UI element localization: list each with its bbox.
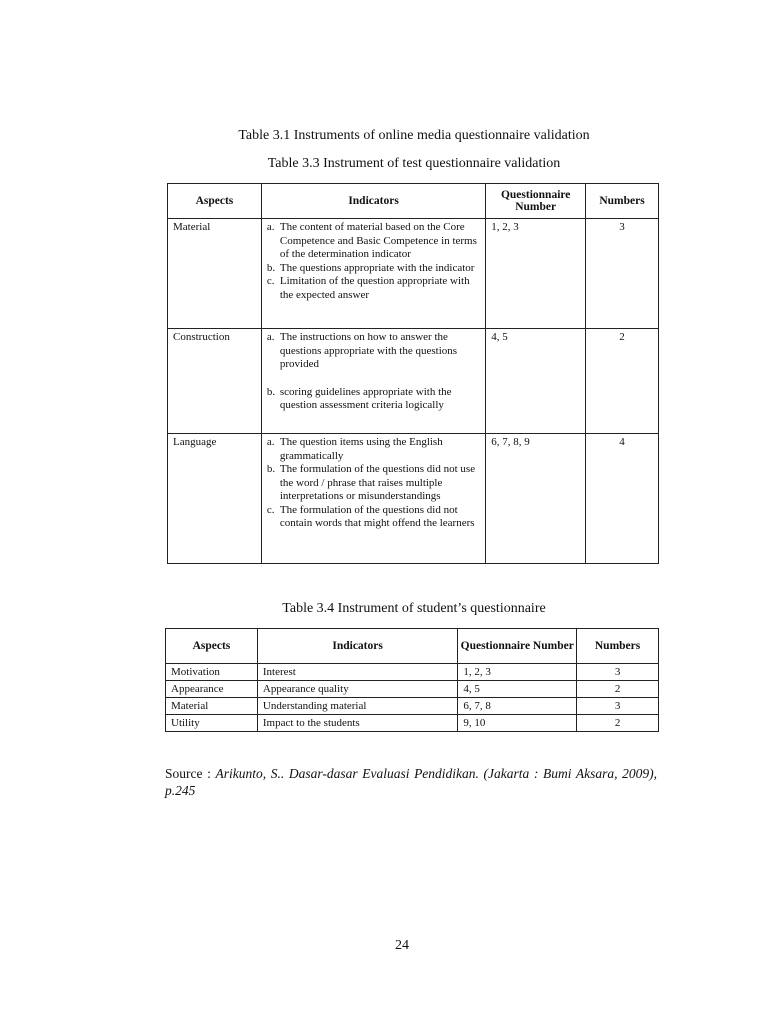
header-numbers: Numbers bbox=[586, 184, 659, 219]
indicator-cell: Understanding material bbox=[257, 698, 457, 715]
table-row bbox=[166, 664, 659, 681]
table-row bbox=[168, 434, 659, 564]
numbers-cell: 3 bbox=[577, 664, 659, 681]
table-row bbox=[168, 329, 659, 434]
test-validation-table bbox=[167, 183, 659, 564]
numbers-cell: 4 bbox=[586, 434, 659, 564]
table-row bbox=[166, 698, 659, 715]
table-3-3-caption: Table 3.3 Instrument of test questionnaire validation bbox=[267, 156, 561, 171]
list-item: a. The content of material based on the Core Competence and Basic Competence in terms of the determination indicator bbox=[266, 221, 477, 260]
questionnaire-number-cell: 1, 2, 3 bbox=[458, 664, 577, 681]
questionnaire-number-cell: 9, 10 bbox=[458, 715, 577, 732]
header-indicators: Indicators bbox=[257, 629, 457, 664]
list-item: b. The formulation of the questions did not use the word / phrase that raises multiple interpretations or misunderstandings bbox=[266, 463, 476, 502]
aspect-cell: Utility bbox=[166, 715, 258, 732]
header-questionnaire-number: Questionnaire Number bbox=[486, 184, 586, 219]
source-citation bbox=[165, 765, 657, 799]
aspect-cell: Construction bbox=[168, 329, 262, 434]
questionnaire-number-cell: 1, 2, 3 bbox=[486, 219, 586, 329]
aspect-cell: Material bbox=[166, 698, 258, 715]
aspect-cell: Language bbox=[168, 434, 262, 564]
indicator-cell: Interest bbox=[257, 664, 457, 681]
student-questionnaire-table bbox=[165, 628, 659, 732]
list-item: a. The instructions on how to answer the questions appropriate with the questions provided bbox=[266, 331, 458, 370]
table-header-row bbox=[166, 629, 659, 664]
header-aspects: Aspects bbox=[168, 184, 262, 219]
list-item: c. Limitation of the question appropriate with the expected answer bbox=[266, 275, 470, 301]
table-3-1-caption: Table 3.1 Instruments of online media questionnaire validation bbox=[238, 128, 590, 143]
list-item: b. The questions appropriate with the indicator bbox=[266, 261, 475, 274]
indicators-cell bbox=[261, 219, 485, 329]
header-aspects: Aspects bbox=[166, 629, 258, 664]
numbers-cell: 3 bbox=[586, 219, 659, 329]
indicator-cell: Appearance quality bbox=[257, 681, 457, 698]
page-number: 24 bbox=[395, 938, 409, 953]
numbers-cell: 2 bbox=[586, 329, 659, 434]
aspect-cell: Material bbox=[168, 219, 262, 329]
header-numbers: Numbers bbox=[577, 629, 659, 664]
aspect-cell: Appearance bbox=[166, 681, 258, 698]
table-row bbox=[166, 715, 659, 732]
numbers-cell: 2 bbox=[577, 715, 659, 732]
list-item: a. The question items using the English grammatically bbox=[266, 436, 443, 462]
aspect-cell: Motivation bbox=[166, 664, 258, 681]
header-questionnaire-number: Questionnaire Number bbox=[458, 629, 577, 664]
numbers-cell: 3 bbox=[577, 698, 659, 715]
questionnaire-number-cell: 4, 5 bbox=[486, 329, 586, 434]
source-reference: Arikunto, S.. Dasar-dasar Evaluasi Pendidikan. (Jakarta : Bumi Aksara, 2009), p.245 bbox=[165, 766, 657, 798]
numbers-cell: 2 bbox=[577, 681, 659, 698]
questionnaire-number-cell: 6, 7, 8 bbox=[458, 698, 577, 715]
table-3-4-caption: Table 3.4 Instrument of student’s questionnaire bbox=[282, 601, 546, 616]
indicators-cell bbox=[261, 434, 485, 564]
questionnaire-number-cell: 4, 5 bbox=[458, 681, 577, 698]
header-indicators: Indicators bbox=[261, 184, 485, 219]
table-header-row bbox=[168, 184, 659, 219]
source-prefix: Source : bbox=[165, 766, 216, 781]
list-item: b. scoring guidelines appropriate with the question assessment criteria logically bbox=[266, 385, 452, 411]
table-row bbox=[168, 219, 659, 329]
indicators-cell bbox=[261, 329, 485, 434]
indicator-cell: Impact to the students bbox=[257, 715, 457, 732]
questionnaire-number-cell: 6, 7, 8, 9 bbox=[486, 434, 586, 564]
table-row bbox=[166, 681, 659, 698]
list-item: c. The formulation of the questions did not contain words that might offend the learners bbox=[266, 503, 475, 529]
